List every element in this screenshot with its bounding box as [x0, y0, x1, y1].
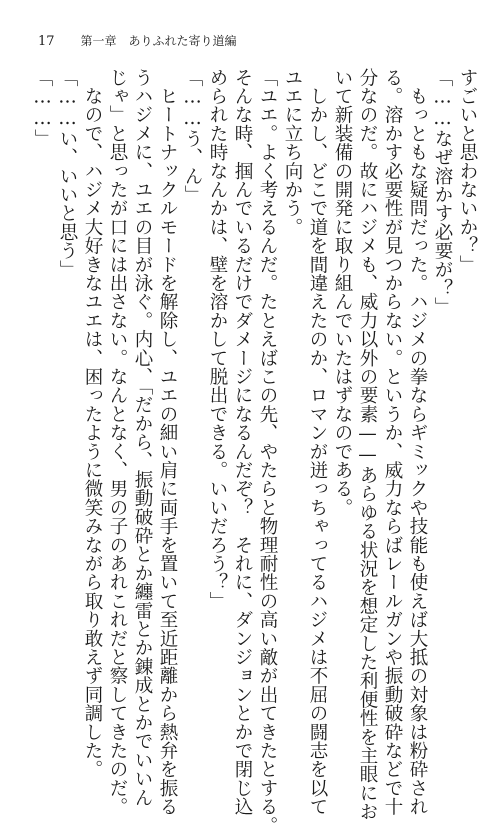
text-line: 「……う、ん」 — [182, 68, 203, 204]
text-line: うハジメに、ユエの目が泳ぐ。内心、「だから、振動破砕とか纏雷とか錬成とかでいいん — [132, 68, 153, 807]
text-line: そんな時、掴んでいるだけでダメージになるんだぞ？ それに、ダンジョンとかで閉じ込 — [232, 68, 253, 816]
text-line: 「……なぜ溶かす必要が？」 — [432, 68, 453, 317]
text-line: 分なのだ。故にハジメも、威力以外の要素——あらゆる状況を想定した利便性を主眼にお — [357, 68, 378, 821]
text-line: もっともな疑問だった。ハジメの拳ならギミックや技能も使えば大抵の対象は粉砕され — [407, 68, 428, 816]
page-number: 17 — [38, 34, 55, 49]
chapter-title: 第一章 ありふれた寄り道編 — [80, 34, 237, 48]
text-line: いて新装備の開発に取り組んでいたはずなのである。 — [332, 68, 353, 517]
running-header — [38, 32, 237, 50]
text-line: ユエに立ち向かう。 — [282, 68, 303, 237]
text-line: められた時なんかは、壁を溶かして脱出できる。いいだろう？」 — [207, 68, 228, 611]
body-text — [30, 68, 478, 835]
text-line: しかし、どこで道を間違えたのか、ロマンが迸っちゃってるハジメは不屈の闘志を以て — [307, 68, 328, 816]
text-line: じゃ」と思ったが口には出さない。なんとなく、男の子のあれこれだと察してきたのだ。 — [107, 68, 128, 816]
text-line: ヒートナックルモードを解除し、ユエの細い肩に両手を置いて至近距離から熱弁を振る — [157, 68, 178, 816]
text-line: なので、ハジメ大好きなユエは、困ったように微笑みながら取り敢えず同調した。 — [82, 68, 103, 779]
text-line: 「ユエ。よく考えるんだ。たとえばこの先、やたらと物理耐性の高い敵が出てきたとする。 — [257, 68, 278, 835]
text-line: すごいと思わないか？」 — [457, 68, 478, 274]
text-line: 「……い、いいと思う」 — [57, 68, 78, 279]
text-line: 「……」 — [32, 68, 53, 148]
text-line: る。溶かす必要性が見つからない。というか、威力ならばレールガンや振動破砕などで十 — [382, 68, 403, 816]
vertical-text-block — [30, 68, 480, 835]
